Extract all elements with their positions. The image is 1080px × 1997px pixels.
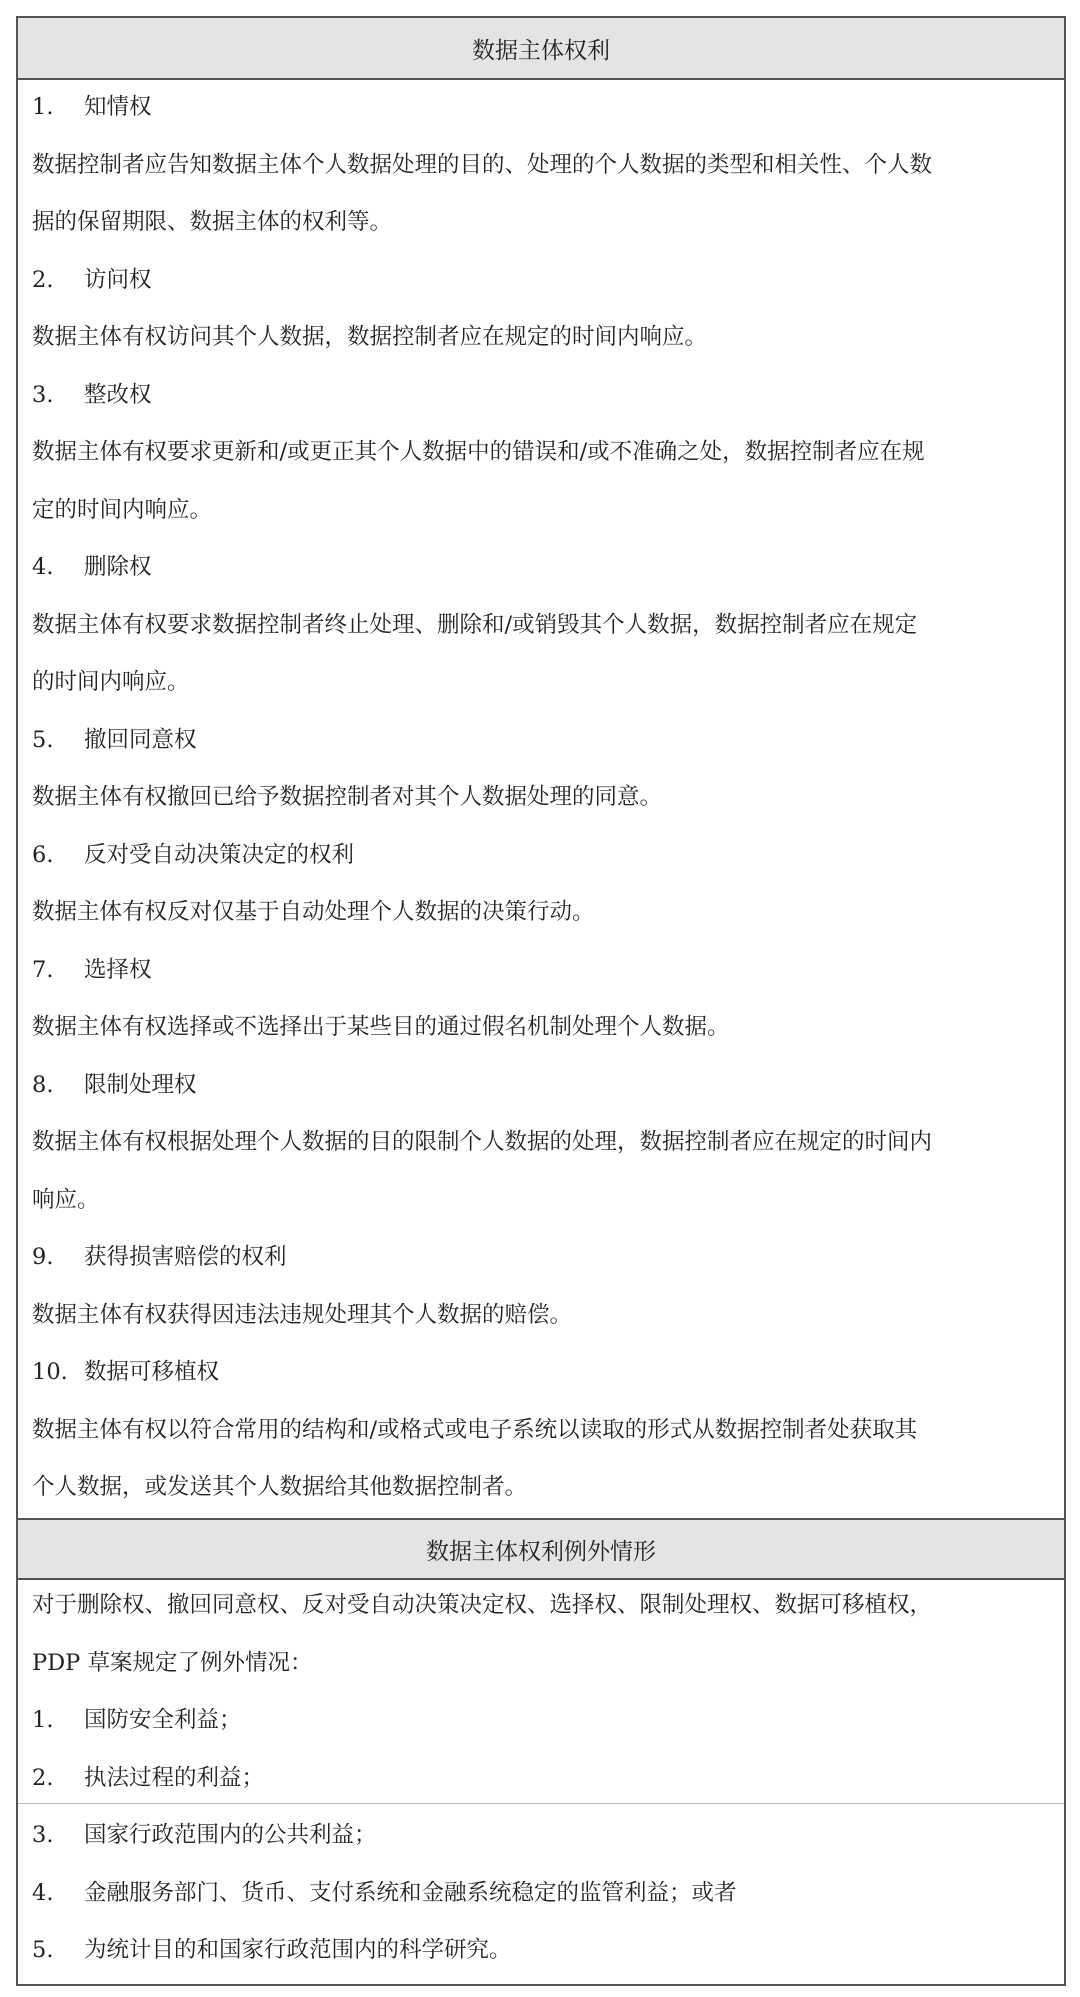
exception-text: 国防安全利益；	[84, 1707, 242, 1733]
right-description: 定的时间内响应。	[32, 496, 213, 523]
right-title-text: 访问权	[84, 266, 152, 293]
right-description: 数据主体有权以符合常用的结构和/或格式或电子系统以读取的形式从数据控制者处获取其	[32, 1416, 918, 1443]
right-title-text: 反对受自动决策决定的权利	[84, 841, 355, 868]
right-description: 数据主体有权撤回已给予数据控制者对其个人数据处理的同意。	[32, 784, 663, 810]
right-title-text: 整改权	[84, 381, 152, 408]
section-header-rights: 数据主体权利	[18, 18, 1064, 80]
right-description: 数据主体有权获得因违法违规处理其个人数据的赔偿。	[32, 1301, 573, 1328]
right-description: 个人数据，或发送其个人数据给其他数据控制者。	[32, 1474, 528, 1500]
right-title	[32, 711, 1054, 769]
right-number: 7.	[32, 956, 54, 983]
right-title	[32, 826, 1054, 884]
right-title-text: 获得损害赔偿的权利	[84, 1244, 287, 1270]
right-number: 2.	[32, 266, 54, 293]
right-number: 1.	[32, 94, 54, 120]
exception-item	[32, 1806, 1054, 1864]
right-title	[32, 538, 1054, 596]
right-title-text: 知情权	[84, 94, 152, 120]
exception-text: 为统计目的和国家行政范围内的科学研究。	[84, 1937, 512, 1963]
right-number: 6.	[32, 841, 54, 868]
right-description: 据的保留期限、数据主体的权利等。	[32, 209, 393, 235]
right-description: 数据主体有权反对仅基于自动处理个人数据的决策行动。	[32, 899, 595, 925]
right-title	[32, 1056, 1054, 1114]
exception-number: 5.	[32, 1937, 54, 1963]
right-title	[32, 1228, 1054, 1286]
right-title-text: 撤回同意权	[84, 726, 197, 753]
exceptions-intro: PDP 草案规定了例外情况：	[32, 1649, 313, 1676]
right-title-text: 数据可移植权	[84, 1359, 220, 1385]
right-description: 数据控制者应告知数据主体个人数据处理的目的、处理的个人数据的类型和相关性、个人数	[32, 151, 933, 178]
exception-text: 金融服务部门、货币、支付系统和金融系统稳定的监管利益；或者	[84, 1879, 737, 1906]
exception-text: 国家行政范围内的公共利益；	[84, 1822, 377, 1848]
exceptions-intro: 对于删除权、撤回同意权、反对受自动决策决定权、选择权、限制处理权、数据可移植权，	[32, 1592, 933, 1618]
right-number: 5.	[32, 726, 54, 753]
exception-number: 4.	[32, 1879, 54, 1906]
right-number: 3.	[32, 381, 54, 408]
right-description: 数据主体有权要求数据控制者终止处理、删除和/或销毁其个人数据，数据控制者应在规定	[32, 611, 918, 638]
row-divider	[18, 1803, 1064, 1804]
section-header-exceptions: 数据主体权利例外情形	[18, 1518, 1064, 1580]
rights-table	[16, 16, 1066, 1986]
exception-item	[32, 1921, 1054, 1979]
exception-item	[32, 1864, 1054, 1922]
exception-item	[32, 1749, 1054, 1807]
right-description: 数据主体有权选择或不选择出于某些目的通过假名机制处理个人数据。	[32, 1014, 730, 1040]
exception-text: 执法过程的利益；	[84, 1764, 265, 1791]
exception-number: 2.	[32, 1764, 54, 1791]
right-title	[32, 1343, 1054, 1401]
right-description: 数据主体有权根据处理个人数据的目的限制个人数据的处理，数据控制者应在规定的时间内	[32, 1129, 933, 1155]
right-title	[32, 366, 1054, 424]
exception-number: 3.	[32, 1822, 54, 1848]
right-number: 4.	[32, 554, 54, 580]
right-description: 的时间内响应。	[32, 669, 190, 695]
right-title-text: 选择权	[84, 956, 152, 983]
right-title	[32, 251, 1054, 309]
exception-number: 1.	[32, 1707, 54, 1733]
exception-item	[32, 1691, 1054, 1749]
right-number: 10.	[32, 1359, 68, 1385]
right-description: 数据主体有权访问其个人数据，数据控制者应在规定的时间内响应。	[32, 324, 708, 350]
right-number: 8.	[32, 1071, 54, 1098]
right-title-text: 限制处理权	[84, 1071, 197, 1098]
right-description: 数据主体有权要求更新和/或更正其个人数据中的错误和/或不准确之处，数据控制者应在规	[32, 439, 925, 465]
right-number: 9.	[32, 1244, 54, 1270]
right-title	[32, 941, 1054, 999]
right-title-text: 删除权	[84, 554, 152, 580]
right-description: 响应。	[32, 1186, 100, 1213]
right-title	[32, 78, 1054, 136]
